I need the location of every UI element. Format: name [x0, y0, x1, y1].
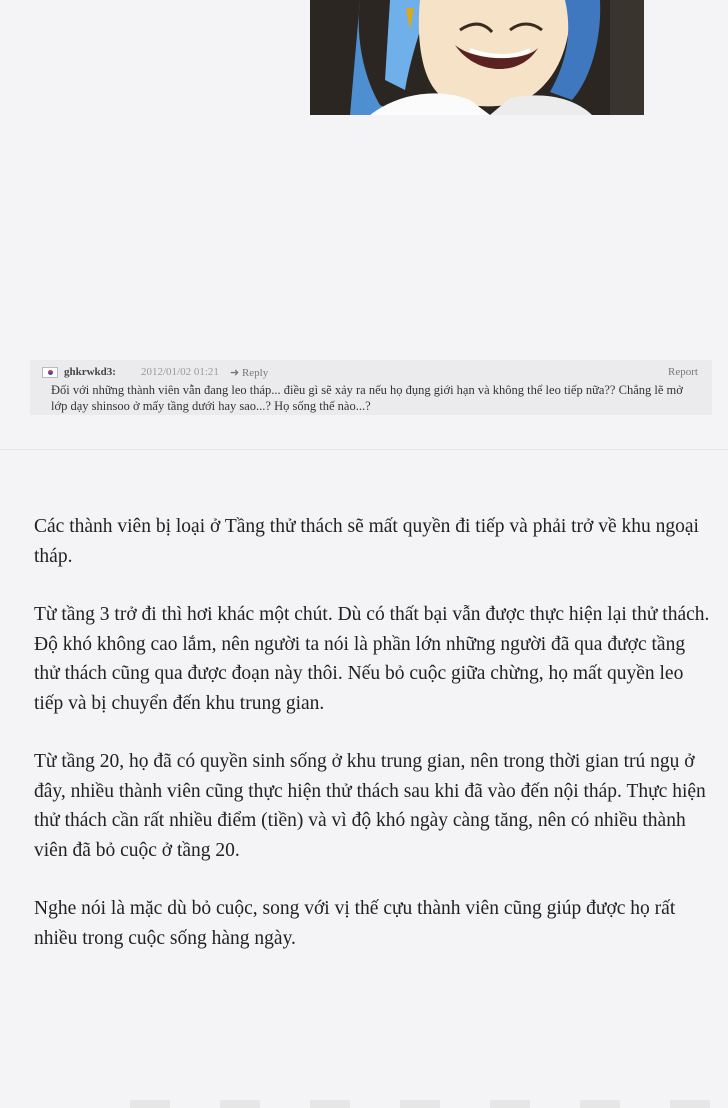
article-paragraph: Nghe nói là mặc dù bỏ cuộc, song với vị thế cựu thành viên cũng giúp được họ rất nhiều trong cuộc sống hàng ngày. — [34, 898, 676, 949]
manga-panel-image — [310, 0, 644, 115]
report-link[interactable]: Report — [668, 366, 698, 378]
comment-username[interactable]: ghkrwkd3: — [64, 366, 116, 378]
translator-note — [34, 512, 714, 982]
section-divider — [0, 449, 728, 450]
comment-text: Đối với những thành viên vẫn đang leo tháp... điều gì sẽ xảy ra nếu họ đụng giới hạn và không thể leo tiếp nữa?? Chẳng lẽ mở lớp dạy shinsoo ở mấy tầng dưới hay sao...? Họ sống thế nào...? — [51, 383, 683, 413]
reader-comment — [30, 360, 712, 415]
article-paragraph: Từ tầng 20, họ đã có quyền sinh sống ở khu trung gian, nên trong thời gian trú ngụ ở đây, nhiều thành viên cũng thực hiện thử thách sau khi đã vào đến nội tháp. Thực hiện thử thách cần rất nhiều điểm (tiền) và vì độ khó ngày càng tăng, nên có nhiều thành viên đã bỏ cuộc ở tầng 20. — [34, 751, 706, 861]
comment-header — [42, 366, 698, 380]
comment-timestamp: 2012/01/02 01:21 — [141, 366, 219, 378]
character-illustration — [310, 0, 644, 115]
article-paragraph: Từ tầng 3 trở đi thì hơi khác một chút. Dù có thất bại vẫn được thực hiện lại thử thách. Độ khó không cao lắm, nên người ta nói là phần lớn những người đã qua được tầng thử thách cũng qua được đoạn này thôi. Nếu bỏ cuộc giữa chừng, họ mất quyền leo tiếp và bị chuyển đến khu trung gian. — [34, 604, 710, 714]
article-paragraph: Các thành viên bị loại ở Tầng thử thách sẽ mất quyền đi tiếp và phải trở về khu ngoại tháp. — [34, 516, 699, 567]
cropped-bottom-edge — [130, 1100, 728, 1108]
reply-link[interactable]: ➜ Reply — [230, 367, 269, 379]
south-korea-flag-icon — [42, 367, 58, 378]
